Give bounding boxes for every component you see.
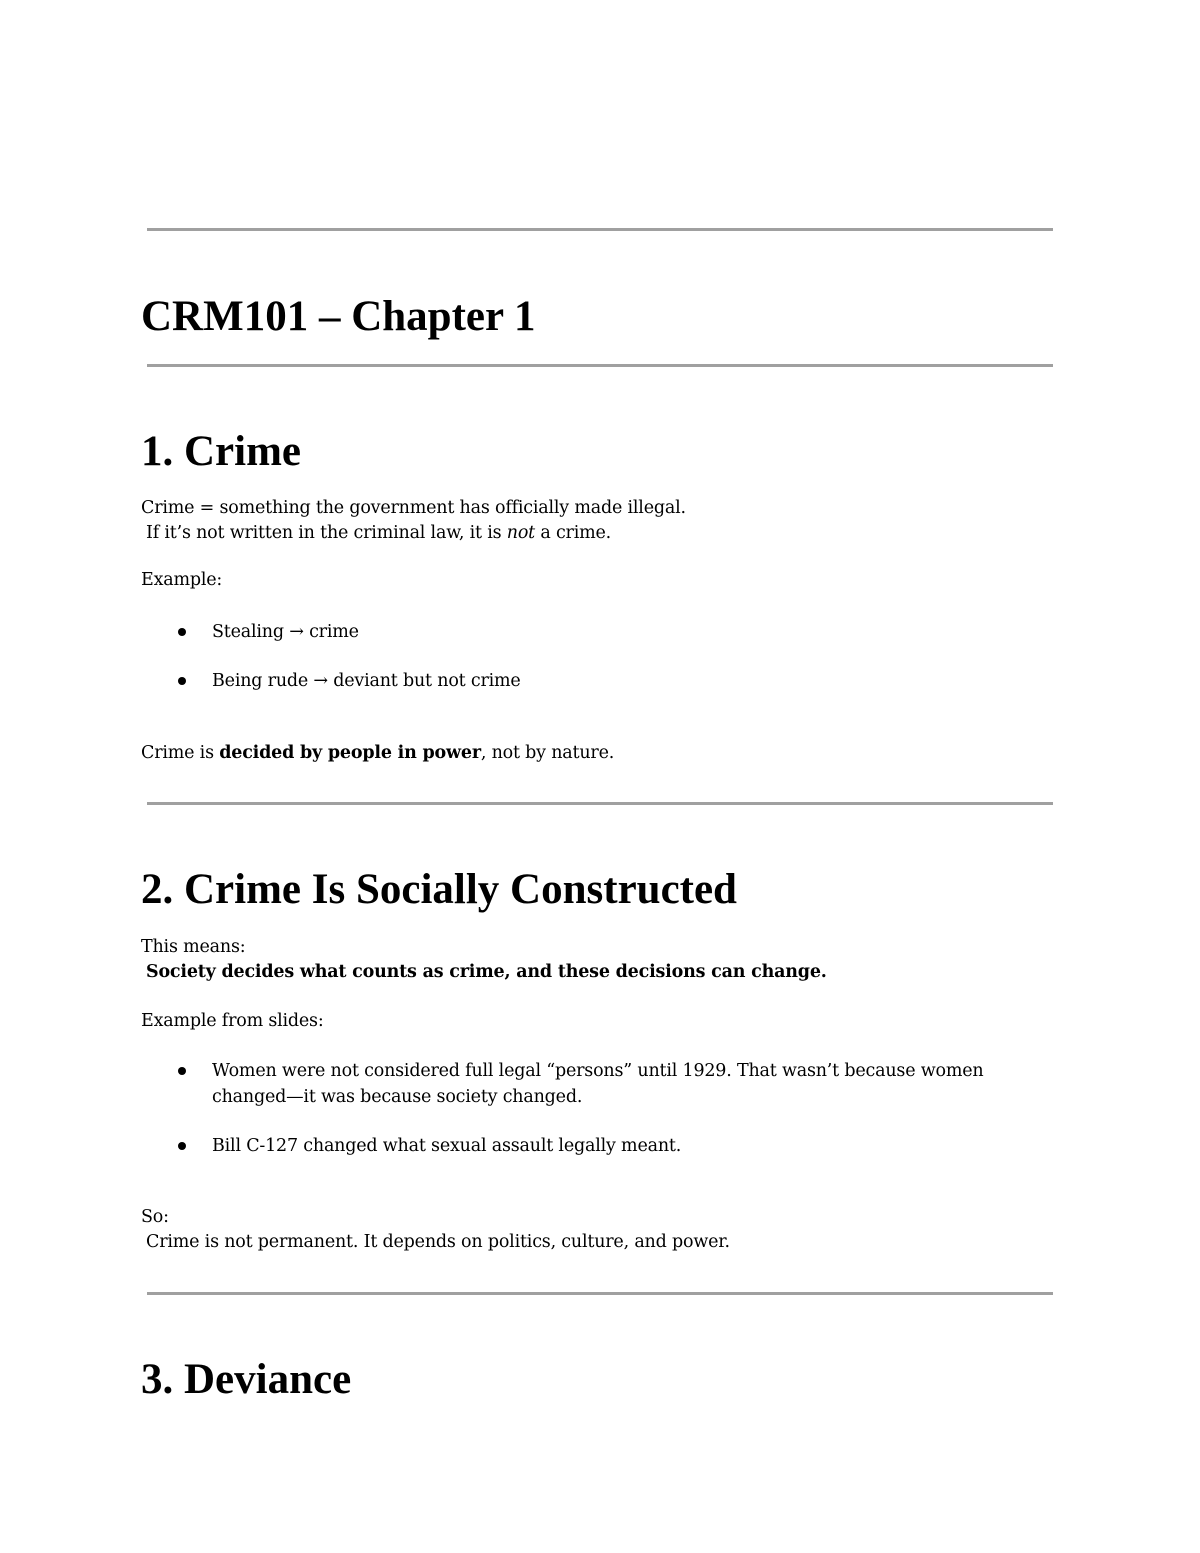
list-item: Stealing → crime — [212, 622, 359, 642]
list-item: Women were not considered full legal “persons” until 1929. That wasn’t because women changed—it was because society changed. — [212, 1061, 984, 1107]
bullet-icon — [178, 628, 186, 636]
note-emphasis: not — [506, 523, 535, 543]
crime-conclusion — [141, 745, 614, 763]
intro-text: This means: — [141, 937, 246, 957]
example-label: Example from slides: — [141, 1011, 324, 1031]
document-title: CRM101 – Chapter 1 — [141, 293, 536, 340]
crime-definition-note — [146, 525, 611, 543]
conclusion-text-start: Crime is — [141, 743, 220, 763]
note-text-start: If it’s not written in the criminal law, it is — [146, 523, 507, 543]
so-label: So: — [141, 1207, 169, 1227]
horizontal-rule — [147, 802, 1053, 805]
section-heading-socially-constructed: 2. Crime Is Socially Constructed — [141, 866, 737, 913]
section-heading-crime: 1. Crime — [141, 428, 301, 475]
crime-definition: Crime = something the government has officially made illegal. — [141, 498, 686, 518]
bullet-icon — [178, 1142, 186, 1150]
horizontal-rule — [147, 364, 1053, 367]
note-text-end: a crime. — [535, 523, 612, 543]
horizontal-rule — [147, 1292, 1053, 1295]
section-heading-deviance: 3. Deviance — [141, 1356, 352, 1403]
bullet-icon — [178, 677, 186, 685]
example-label: Example: — [141, 570, 223, 590]
conclusion-text-end: , not by nature. — [480, 743, 615, 763]
conclusion-bold: decided by people in power — [219, 743, 481, 763]
horizontal-rule — [147, 228, 1053, 231]
bullet-icon — [178, 1067, 186, 1075]
key-point-bold: Society decides what counts as crime, and these decisions can change. — [146, 962, 827, 982]
so-text: Crime is not permanent. It depends on politics, culture, and power. — [146, 1232, 730, 1252]
list-item: Bill C-127 changed what sexual assault legally meant. — [212, 1136, 682, 1156]
key-point — [146, 964, 827, 982]
list-item: Being rude → deviant but not crime — [212, 671, 521, 691]
